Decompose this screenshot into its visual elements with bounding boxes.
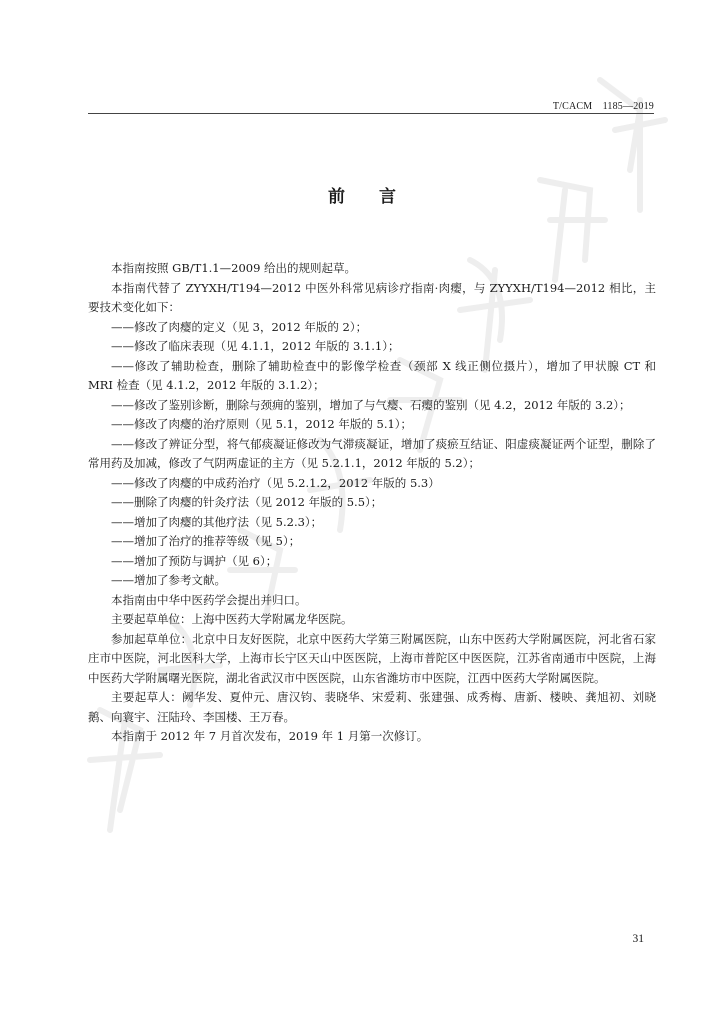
paragraph-participating-units: 参加起草单位：北京中日友好医院，北京中医药大学第三附属医院，山东中医药大学附属医院，河北省石家庄市中医院，河北医科大学，上海市长宁区天山中医医院，上海市普陀区中医医院，江苏省南通市中医院，上海中医药大学附属曙光医院，湖北省武汉市中医医院，山东省潍坊市中医院，江西中医药大学附属医院。 xyxy=(88,631,656,685)
paragraph-main-drafting-unit: 主要起草单位：上海中医药大学附属龙华医院。 xyxy=(111,612,353,626)
paragraph-replacement: 本指南代替了 ZYYXH/T194—2012 中医外科常见病诊疗指南·肉瘿，与 ZYYXH/T194—2012 相比，主要技术变化如下： xyxy=(88,280,656,314)
change-item: ——修改了肉瘿的定义（见 3，2012 年版的 2）； xyxy=(111,319,368,334)
page-number: 31 xyxy=(632,933,644,945)
change-item: ——增加了参考文献。 xyxy=(111,573,226,587)
change-item: ——删除了肉瘿的针灸疗法（见 2012 年版的 5.5）； xyxy=(111,495,383,509)
foreword-body xyxy=(88,259,656,747)
change-item: ——增加了治疗的推荐等级（见 5）； xyxy=(111,534,301,548)
change-item: ——增加了肉瘿的其他疗法（见 5.2.3）； xyxy=(111,514,323,529)
paragraph-publication-history: 本指南于 2012 年 7 月首次发布，2019 年 1 月第一次修订。 xyxy=(111,729,429,743)
change-item: ——增加了预防与调护（见 6）； xyxy=(111,553,278,568)
paragraph-proposer: 本指南由中华中医药学会提出并归口。 xyxy=(111,592,307,607)
change-item: ——修改了临床表现（见 4.1.1，2012 年版的 3.1.1）； xyxy=(111,339,400,353)
page-title: 前言 xyxy=(328,187,430,207)
change-item: ——修改了肉瘿的治疗原则（见 5.1，2012 年版的 5.1）； xyxy=(111,417,413,431)
standard-code: T/CACM 1185—2019 xyxy=(552,101,654,112)
paragraph-main-drafters: 主要起草人：阙华发、夏仲元、唐汉钧、裴晓华、宋爱莉、张建强、成秀梅、唐新、楼映、龚旭初、刘晓鹅、向寰宇、汪陆玲、李国楼、王万春。 xyxy=(88,690,656,724)
paragraph-drafting-rule: 本指南按照 GB/T1.1—2009 给出的规则起草。 xyxy=(111,261,357,275)
change-item: ——修改了辅助检查，删除了辅助检查中的影像学检查（颈部 X 线正侧位摄片），增加了甲状腺 CT 和 MRI 检查（见 4.1.2，2012 年版的 3.1.2）； xyxy=(88,358,656,392)
header-divider xyxy=(88,113,654,114)
change-item: ——修改了肉瘿的中成药治疗（见 5.2.1.2，2012 年版的 5.3） xyxy=(111,475,440,490)
change-item: ——修改了辨证分型，将气郁痰凝证修改为气滞痰凝证，增加了痰瘀互结证、阳虚痰凝证两个证型，删除了常用药及加减，修改了气阴两虚证的主方（见 5.2.1.1，2012 年版的 5.2）； xyxy=(88,436,656,470)
change-item: ——修改了鉴别诊断，删除与颈痈的鉴别，增加了与气瘿、石瘿的鉴别（见 4.2，2012 年版的 3.2）； xyxy=(111,397,631,412)
